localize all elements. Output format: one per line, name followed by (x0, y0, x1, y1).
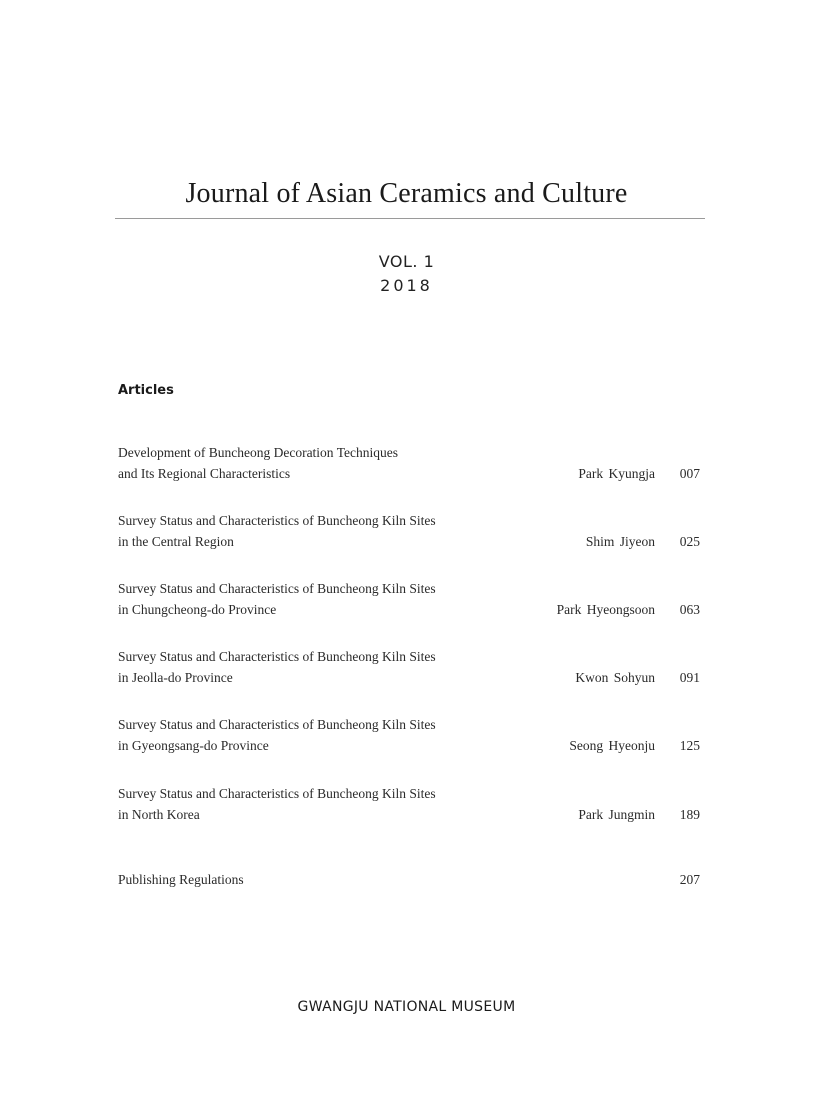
toc-page-number: 125 (679, 738, 700, 753)
toc-author: Shim Jiyeon (585, 534, 655, 549)
toc-page-number: 025 (679, 534, 700, 549)
toc-page-number: 091 (679, 670, 700, 685)
toc-author: Seong Hyeonju (569, 738, 655, 753)
toc-entry[interactable] (118, 510, 700, 552)
volume-label: VOL. 1 (378, 252, 435, 271)
toc-entry[interactable] (118, 783, 700, 825)
toc-title-line: Survey Status and Characteristics of Buncheong Kiln Sites (118, 649, 436, 664)
year-label: 2018 (380, 276, 433, 295)
toc-last-line (118, 667, 700, 688)
toc-page-number: 207 (679, 872, 700, 887)
toc-entry[interactable] (118, 578, 700, 620)
toc-author: Park Jungmin (578, 807, 655, 822)
toc-title-line: in Chungcheong-do Province (118, 602, 277, 617)
toc-title-line: in Gyeongsang-do Province (118, 738, 269, 753)
toc-author: Park Hyeongsoon (556, 602, 655, 617)
toc-title-line: in the Central Region (118, 534, 234, 549)
publisher-name: GWANGJU NATIONAL MUSEUM (297, 999, 516, 1015)
toc-last-line (118, 531, 700, 552)
toc-last-line (118, 735, 700, 756)
toc-last-line (118, 869, 700, 890)
toc-page-number: 063 (679, 602, 700, 617)
journal-title: Journal of Asian Ceramics and Culture (185, 178, 628, 209)
toc-last-line (118, 599, 700, 620)
toc-title-line: in Jeolla-do Province (118, 670, 233, 685)
toc-title-line: Publishing Regulations (118, 872, 244, 887)
toc-title-line: in North Korea (118, 807, 200, 822)
toc-entry[interactable] (118, 442, 700, 484)
toc-title-line: Survey Status and Characteristics of Buncheong Kiln Sites (118, 717, 436, 732)
toc-page-number: 007 (679, 466, 700, 481)
toc-last-line (118, 804, 700, 825)
toc-entry-publishing-regulations[interactable] (118, 869, 700, 890)
toc-author: Kwon Sohyun (575, 670, 655, 685)
toc-title-line: and Its Regional Characteristics (118, 466, 291, 481)
toc-title-line: Survey Status and Characteristics of Buncheong Kiln Sites (118, 581, 436, 596)
toc-entry[interactable] (118, 714, 700, 756)
section-heading-articles: Articles (118, 383, 174, 398)
toc-last-line (118, 463, 700, 484)
toc-title-line: Survey Status and Characteristics of Buncheong Kiln Sites (118, 786, 436, 801)
toc-author: Park Kyungja (578, 466, 655, 481)
toc-title-line: Survey Status and Characteristics of Buncheong Kiln Sites (118, 513, 436, 528)
toc-entry[interactable] (118, 646, 700, 688)
toc-title-line: Development of Buncheong Decoration Techniques (118, 445, 398, 460)
title-rule (115, 218, 705, 219)
toc-page-number: 189 (679, 807, 700, 822)
